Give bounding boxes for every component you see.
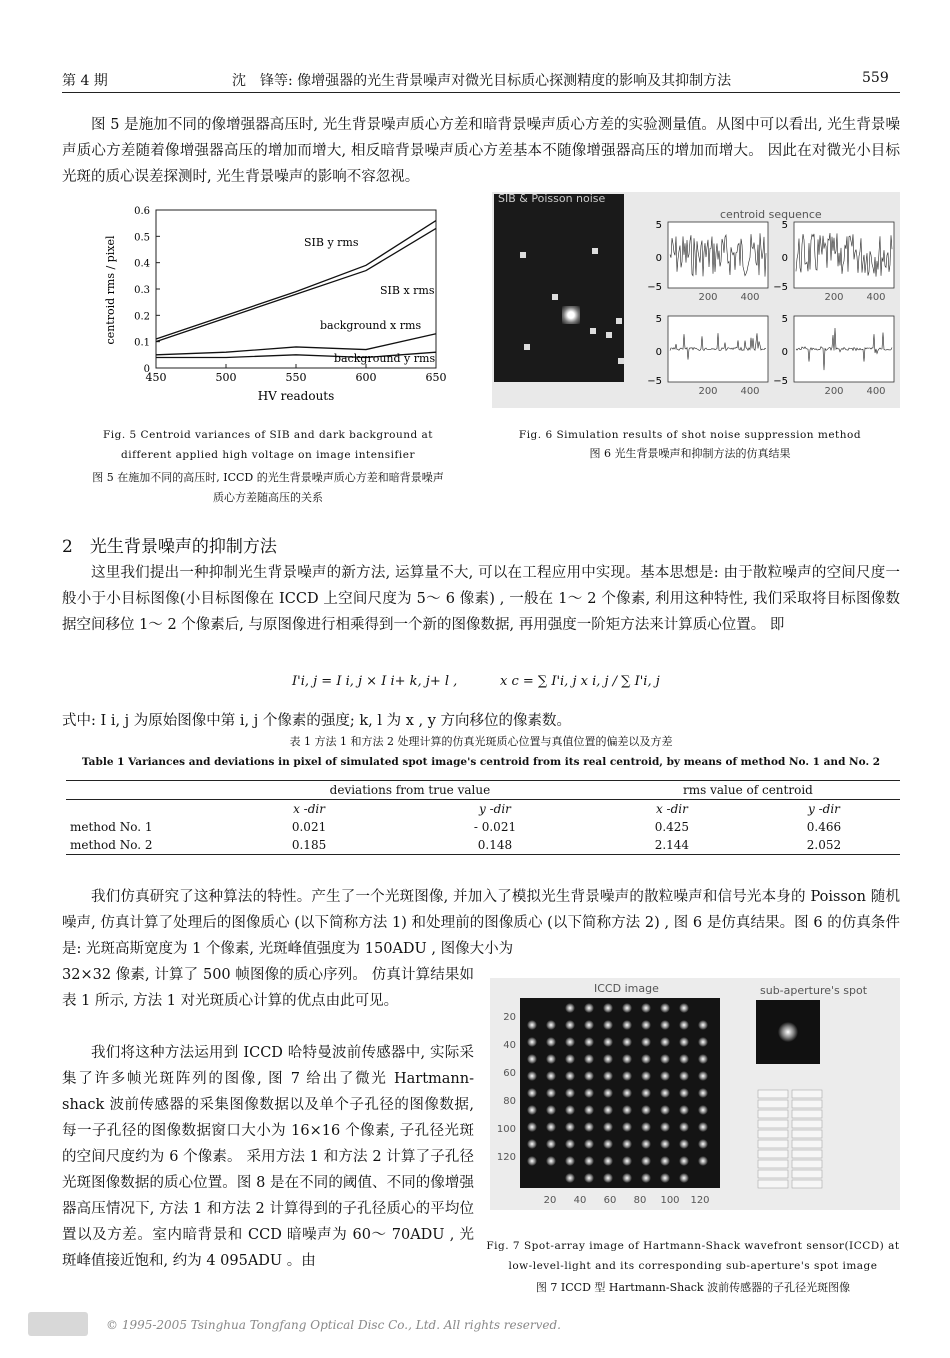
spot xyxy=(679,1071,689,1081)
paragraph-3: 式中: I i, j 为原始图像中第 i, j 个像素的强度; k, l 为 x , y 方向移位的像素数。 xyxy=(62,713,572,729)
spot xyxy=(546,1105,556,1115)
table-row xyxy=(66,818,900,836)
fig7-y-tick: 60 xyxy=(503,1068,516,1079)
spot xyxy=(603,1173,613,1183)
noise-dot xyxy=(552,294,558,300)
fig7-y-tick: 100 xyxy=(496,1124,516,1135)
spot xyxy=(679,1088,689,1098)
noise-dot xyxy=(618,358,624,364)
fig7-caption-cn: 图 7 ICCD 型 Hartmann-Shack 波前传感器的子孔径光斑图像 xyxy=(535,1281,851,1294)
spot xyxy=(584,1105,594,1115)
spot xyxy=(660,1173,670,1183)
fig6-spot xyxy=(562,306,580,324)
fig5-caption-en: Fig. 5 Centroid variances of SIB and dark background at different applied high voltage on image intensifier xyxy=(102,429,434,461)
seq-y-tick: −5 xyxy=(647,282,662,293)
spot xyxy=(698,1037,708,1047)
spot xyxy=(660,1088,670,1098)
spot xyxy=(584,1037,594,1047)
sub-aperture-spot xyxy=(778,1022,798,1042)
spot xyxy=(660,1003,670,1013)
spot xyxy=(622,1105,632,1115)
fig5-xlabel: HV readouts xyxy=(257,389,335,403)
spot xyxy=(603,1037,613,1047)
x-tick-label: 450 xyxy=(145,371,167,384)
table1-cell: 0.185 xyxy=(291,838,327,852)
parameter-cell xyxy=(758,1110,788,1118)
spot xyxy=(679,1156,689,1166)
table-row xyxy=(66,836,900,855)
spot xyxy=(660,1037,670,1047)
parameter-cell xyxy=(792,1110,822,1118)
seq-x-tick: 400 xyxy=(740,386,760,397)
spot xyxy=(527,1037,537,1047)
table1-cell: - 0.021 xyxy=(473,820,517,834)
noise-dot xyxy=(524,344,530,350)
spot xyxy=(565,1037,575,1047)
seq-x-tick: 400 xyxy=(740,292,760,303)
spot xyxy=(660,1054,670,1064)
spot xyxy=(641,1054,651,1064)
spot xyxy=(565,1173,575,1183)
spot xyxy=(584,1139,594,1149)
x-tick-label: 500 xyxy=(215,371,237,384)
spot xyxy=(660,1071,670,1081)
spot xyxy=(641,1071,651,1081)
y-tick-label: 0.1 xyxy=(134,337,150,349)
parameter-cell xyxy=(792,1180,822,1188)
parameter-cell xyxy=(758,1160,788,1168)
parameter-cell xyxy=(758,1130,788,1138)
spot xyxy=(622,1020,632,1030)
table1-cell: 2.052 xyxy=(806,838,842,852)
fig6-caption-cn: 图 6 光生背景噪声和抑制方法的仿真结果 xyxy=(589,447,791,460)
spot xyxy=(527,1088,537,1098)
y-tick-label: 0.5 xyxy=(134,232,150,244)
fig7-x-tick: 40 xyxy=(573,1195,587,1206)
spot xyxy=(679,1173,689,1183)
fig5-ylabel: centroid rms / pixel xyxy=(104,235,117,345)
parameter-cell xyxy=(792,1130,822,1138)
parameter-cell xyxy=(758,1100,788,1108)
spot xyxy=(698,1156,708,1166)
table1-sub-y: y -dir xyxy=(808,802,840,816)
table1-row-name: method No. 1 xyxy=(70,820,153,834)
spot xyxy=(679,1139,689,1149)
spot xyxy=(565,1020,575,1030)
spot xyxy=(622,1139,632,1149)
spot xyxy=(546,1071,556,1081)
seq-x-tick: 200 xyxy=(824,292,844,303)
parameter-cell xyxy=(758,1180,788,1188)
spot xyxy=(622,1173,632,1183)
spot xyxy=(641,1156,651,1166)
x-tick-label: 650 xyxy=(425,371,447,384)
parameter-cell xyxy=(758,1140,788,1148)
spot xyxy=(527,1020,537,1030)
table1-caption-cn: 表 1 方法 1 和方法 2 处理计算的仿真光斑质心位置与真值位置的偏差以及方差 xyxy=(289,735,673,748)
spot xyxy=(603,1139,613,1149)
fig7-y-tick: 20 xyxy=(503,1012,516,1023)
spot xyxy=(527,1105,537,1115)
fig5-label-sib-y: SIB y rms xyxy=(304,236,359,249)
y-tick-label: 0 xyxy=(143,364,150,375)
fig7-x-tick: 60 xyxy=(603,1195,617,1206)
spot xyxy=(622,1003,632,1013)
parameter-cell xyxy=(758,1120,788,1128)
seq-y-tick: 5 xyxy=(781,220,788,231)
table1-sub-x: x -dir xyxy=(293,802,325,816)
fig5-label-bg-y: background y rms xyxy=(334,352,436,365)
spot xyxy=(565,1105,575,1115)
spot xyxy=(641,1122,651,1132)
spot xyxy=(603,1122,613,1132)
fig5-label-bg-x: background x rms xyxy=(320,319,422,332)
spot xyxy=(546,1122,556,1132)
spot xyxy=(546,1037,556,1047)
spot xyxy=(584,1054,594,1064)
spot xyxy=(698,1054,708,1064)
spot xyxy=(565,1139,575,1149)
parameter-cell xyxy=(792,1150,822,1158)
table1-sub-x: x -dir xyxy=(655,802,688,816)
seq-y-tick: 0 xyxy=(655,347,662,358)
fig7-y-tick: 120 xyxy=(496,1152,516,1163)
issue-label: 第 4 期 xyxy=(62,73,108,89)
paragraph-4b: 32×32 像素, 计算了 500 帧图像的质心序列。 仿真计算结果如表 1 所示, 方法 1 对光斑质心计算的优点由此可见。 xyxy=(62,967,474,1009)
spot xyxy=(527,1054,537,1064)
spot xyxy=(584,1071,594,1081)
x-tick-label: 600 xyxy=(355,371,377,384)
spot xyxy=(641,1003,651,1013)
spot xyxy=(603,1105,613,1115)
noise-dot xyxy=(520,252,526,258)
y-tick-label: 0.3 xyxy=(134,285,150,296)
fig5-chart xyxy=(98,198,458,413)
paragraph-5: 我们将这种方法运用到 ICCD 哈特曼波前传感器中, 实际采集了许多帧光斑阵列的图像, 图 7 给出了微光 Hartmann-shack 波前传感器的采集图像数据以及单个子孔径的图像数据, 每一子孔径的图像数据窗口大小为 16×16 个像素, 子孔径光斑的空间尺度约为 6 个像素。 采用方法 1 和方法 2 计算了子孔径光斑图像数据的质心位置。图 8 是在不同的阈值、不同的像增强器高压情况下, 方法 1 和方法 2 计算得到的子孔径质心的平均位置以及方差。室内暗背景和 CCD 暗噪声为 60～ 70ADU , 光斑峰值接近饱和, 约为 4 095ADU 。由 xyxy=(62,1045,474,1269)
spot xyxy=(565,1003,575,1013)
parameter-cell xyxy=(792,1120,822,1128)
seq-x-tick: 400 xyxy=(866,386,886,397)
publisher-logo xyxy=(28,1312,88,1336)
spot xyxy=(698,1020,708,1030)
fig6-sequences xyxy=(632,218,900,408)
table-1 xyxy=(66,780,900,855)
spot xyxy=(546,1020,556,1030)
fig6-right-title: centroid sequence xyxy=(720,208,822,221)
spot xyxy=(546,1088,556,1098)
spot xyxy=(698,1105,708,1115)
spot xyxy=(698,1122,708,1132)
noise-dot xyxy=(592,248,598,254)
table1-group-rms: rms value of centroid xyxy=(683,783,813,797)
section-2-title: 2 光生背景噪声的抑制方法 xyxy=(62,537,277,557)
spot xyxy=(698,1071,708,1081)
spot xyxy=(622,1156,632,1166)
spot xyxy=(565,1122,575,1132)
table1-sub-y: y -dir xyxy=(479,802,511,816)
parameter-cell xyxy=(792,1160,822,1168)
y-tick-label: 0.6 xyxy=(134,206,150,217)
spot xyxy=(565,1088,575,1098)
seq-y-tick: 0 xyxy=(655,253,662,264)
fig6-noise-image xyxy=(494,194,624,382)
spot xyxy=(641,1105,651,1115)
spot xyxy=(660,1105,670,1115)
header-rule xyxy=(62,92,900,93)
spot xyxy=(679,1037,689,1047)
noise-dot xyxy=(590,328,596,334)
spot xyxy=(603,1071,613,1081)
fig7-x-tick: 100 xyxy=(660,1195,680,1206)
spot xyxy=(660,1122,670,1132)
noise-dot xyxy=(606,332,612,338)
seq-y-tick: −5 xyxy=(773,282,788,293)
spot xyxy=(603,1156,613,1166)
table1-cell: 0.148 xyxy=(477,838,513,852)
fig7-y-tick: 80 xyxy=(503,1096,516,1107)
table1-caption-en: Table 1 Variances and deviations in pixel of simulated spot image's centroid from its real centroid, by means of method No. 1 and No. 2 xyxy=(81,756,881,768)
spot xyxy=(641,1020,651,1030)
parameter-cell xyxy=(758,1090,788,1098)
fig7-x-tick: 80 xyxy=(633,1195,647,1206)
spot xyxy=(584,1122,594,1132)
spot xyxy=(584,1088,594,1098)
page-number: 559 xyxy=(862,70,889,86)
figure-6 xyxy=(492,192,900,408)
fig7-caption-en: Fig. 7 Spot-array image of Hartmann-Shack wavefront sensor(ICCD) at low-level-light and its corresponding sub-aperture's spot image xyxy=(486,1240,900,1272)
noise-dot xyxy=(616,318,622,324)
seq-y-tick: 0 xyxy=(781,253,788,264)
spot xyxy=(679,1122,689,1132)
fig5-label-sib-x: SIB x rms xyxy=(380,284,435,297)
spot xyxy=(546,1156,556,1166)
spot xyxy=(622,1037,632,1047)
fig7-x-tick: 20 xyxy=(543,1195,557,1206)
table1-cell: 0.425 xyxy=(654,820,690,834)
table1-cell: 0.466 xyxy=(806,820,842,834)
spot xyxy=(679,1105,689,1115)
spot xyxy=(603,1020,613,1030)
spot xyxy=(527,1156,537,1166)
figure-7 xyxy=(490,978,900,1210)
seq-x-tick: 400 xyxy=(866,292,886,303)
spot xyxy=(641,1139,651,1149)
y-tick-label: 0.4 xyxy=(134,258,150,270)
table1-row-name: method No. 2 xyxy=(70,838,153,852)
spot xyxy=(641,1173,651,1183)
footer-copyright: © 1995-2005 Tsinghua Tongfang Optical Disc Co., Ltd. All rights reserved. xyxy=(106,1318,561,1332)
seq-y-tick: 5 xyxy=(781,314,788,325)
parameter-cell xyxy=(758,1170,788,1178)
y-tick-label: 0.2 xyxy=(134,311,150,323)
spot xyxy=(622,1088,632,1098)
seq-y-tick: −5 xyxy=(647,376,662,387)
paragraph-2: 这里我们提出一种抑制光生背景噪声的新方法, 运算量不大, 可以在工程应用中实现。基本思想是: 由于散粒噪声的空间尺度一般小于小目标图像(小目标图像在 ICCD 上空间尺度为 5～ 6 像素) , 一般在 1～ 2 个像素, 利用这种特性, 我们采取将目标图像数据空间移位 1～ 2 个像素后, 与原图像进行相乘得到一个新的图像数据, 再用强度一阶矩方法来计算质心位置。 即 xyxy=(62,565,900,633)
fig6-left-title: SIB & Poisson noise xyxy=(498,192,606,205)
spot xyxy=(527,1071,537,1081)
spot xyxy=(622,1122,632,1132)
spot xyxy=(565,1071,575,1081)
spot xyxy=(584,1173,594,1183)
paragraph-4: 我们仿真研究了这种算法的特性。产生了一个光斑图像, 并加入了模拟光生背景噪声的散粒噪声和信号光本身的 Poisson 随机噪声, 仿真计算了处理后的图像质心 (以下简称方法 1) 和处理前的图像质心 (以下简称方法 2) , 图 6 是仿真结果。图 6 的仿真条件是: 光斑高斯宽度为 1 个像素, 光斑峰值强度为 150ADU , 图像大小为 xyxy=(62,889,900,957)
x-tick-label: 550 xyxy=(285,371,307,384)
spot xyxy=(565,1054,575,1064)
spot xyxy=(584,1020,594,1030)
spot xyxy=(698,1088,708,1098)
spot xyxy=(679,1054,689,1064)
spot xyxy=(546,1054,556,1064)
paragraph-1: 图 5 是施加不同的像增强器高压时, 光生背景噪声质心方差和暗背景噪声质心方差的实验测量值。从图中可以看出, 光生背景噪声质心方差随着像增强器高压的增加而增大, 相反暗背景噪声质心方差基本不随像增强器高压的增加而增大。 因此在对微光小目标光斑的质心误差探测时, 光生背景噪声的影响不容忽视。 xyxy=(62,117,900,185)
seq-y-tick: 0 xyxy=(781,347,788,358)
seq-y-tick: 5 xyxy=(655,220,662,231)
figure-5 xyxy=(98,198,458,413)
seq-y-tick: −5 xyxy=(773,376,788,387)
spot xyxy=(622,1054,632,1064)
fig7-x-tick: 120 xyxy=(690,1195,710,1206)
parameter-cell xyxy=(792,1170,822,1178)
parameter-cell xyxy=(792,1140,822,1148)
equation-lhs: I'i, j = I i, j × I i+ k, j+ l , xyxy=(292,674,458,689)
seq-x-tick: 200 xyxy=(824,386,844,397)
parameter-cell xyxy=(758,1150,788,1158)
fig7-left-title: ICCD image xyxy=(594,982,659,995)
spot xyxy=(679,1020,689,1030)
equation-rhs: x c = ∑ I'i, j x i, j ∕ ∑ I'i, j xyxy=(500,674,660,689)
parameter-cell xyxy=(792,1100,822,1108)
table1-group-deviation: deviations from true value xyxy=(329,783,491,797)
spot xyxy=(622,1071,632,1081)
spot xyxy=(660,1156,670,1166)
spot xyxy=(546,1139,556,1149)
table1-cell: 0.021 xyxy=(291,820,327,834)
fig6-caption-en: Fig. 6 Simulation results of shot noise suppression method xyxy=(518,429,862,441)
seq-y-tick: 5 xyxy=(655,314,662,325)
fig7-spot-array xyxy=(490,978,900,1210)
running-title: 沈 锋等: 像增强器的光生背景噪声对微光目标质心探测精度的影响及其抑制方法 xyxy=(232,73,732,89)
table1-cell: 2.144 xyxy=(654,838,690,852)
spot xyxy=(527,1122,537,1132)
spot xyxy=(565,1156,575,1166)
fig7-right-title: sub-aperture's spot xyxy=(760,984,868,997)
spot xyxy=(679,1003,689,1013)
spot xyxy=(603,1054,613,1064)
spot xyxy=(584,1156,594,1166)
parameter-cell xyxy=(792,1090,822,1098)
spot xyxy=(527,1139,537,1149)
seq-x-tick: 200 xyxy=(698,292,718,303)
spot xyxy=(584,1003,594,1013)
spot xyxy=(641,1088,651,1098)
spot xyxy=(603,1088,613,1098)
spot xyxy=(698,1139,708,1149)
seq-x-tick: 200 xyxy=(698,386,718,397)
spot xyxy=(660,1020,670,1030)
fig7-y-tick: 40 xyxy=(503,1040,516,1051)
spot xyxy=(603,1003,613,1013)
spot xyxy=(641,1037,651,1047)
spot xyxy=(660,1139,670,1149)
fig5-caption-cn: 图 5 在施加不同的高压时, ICCD 的光生背景噪声质心方差和暗背景噪声质心方差随高压的关系 xyxy=(92,471,444,504)
